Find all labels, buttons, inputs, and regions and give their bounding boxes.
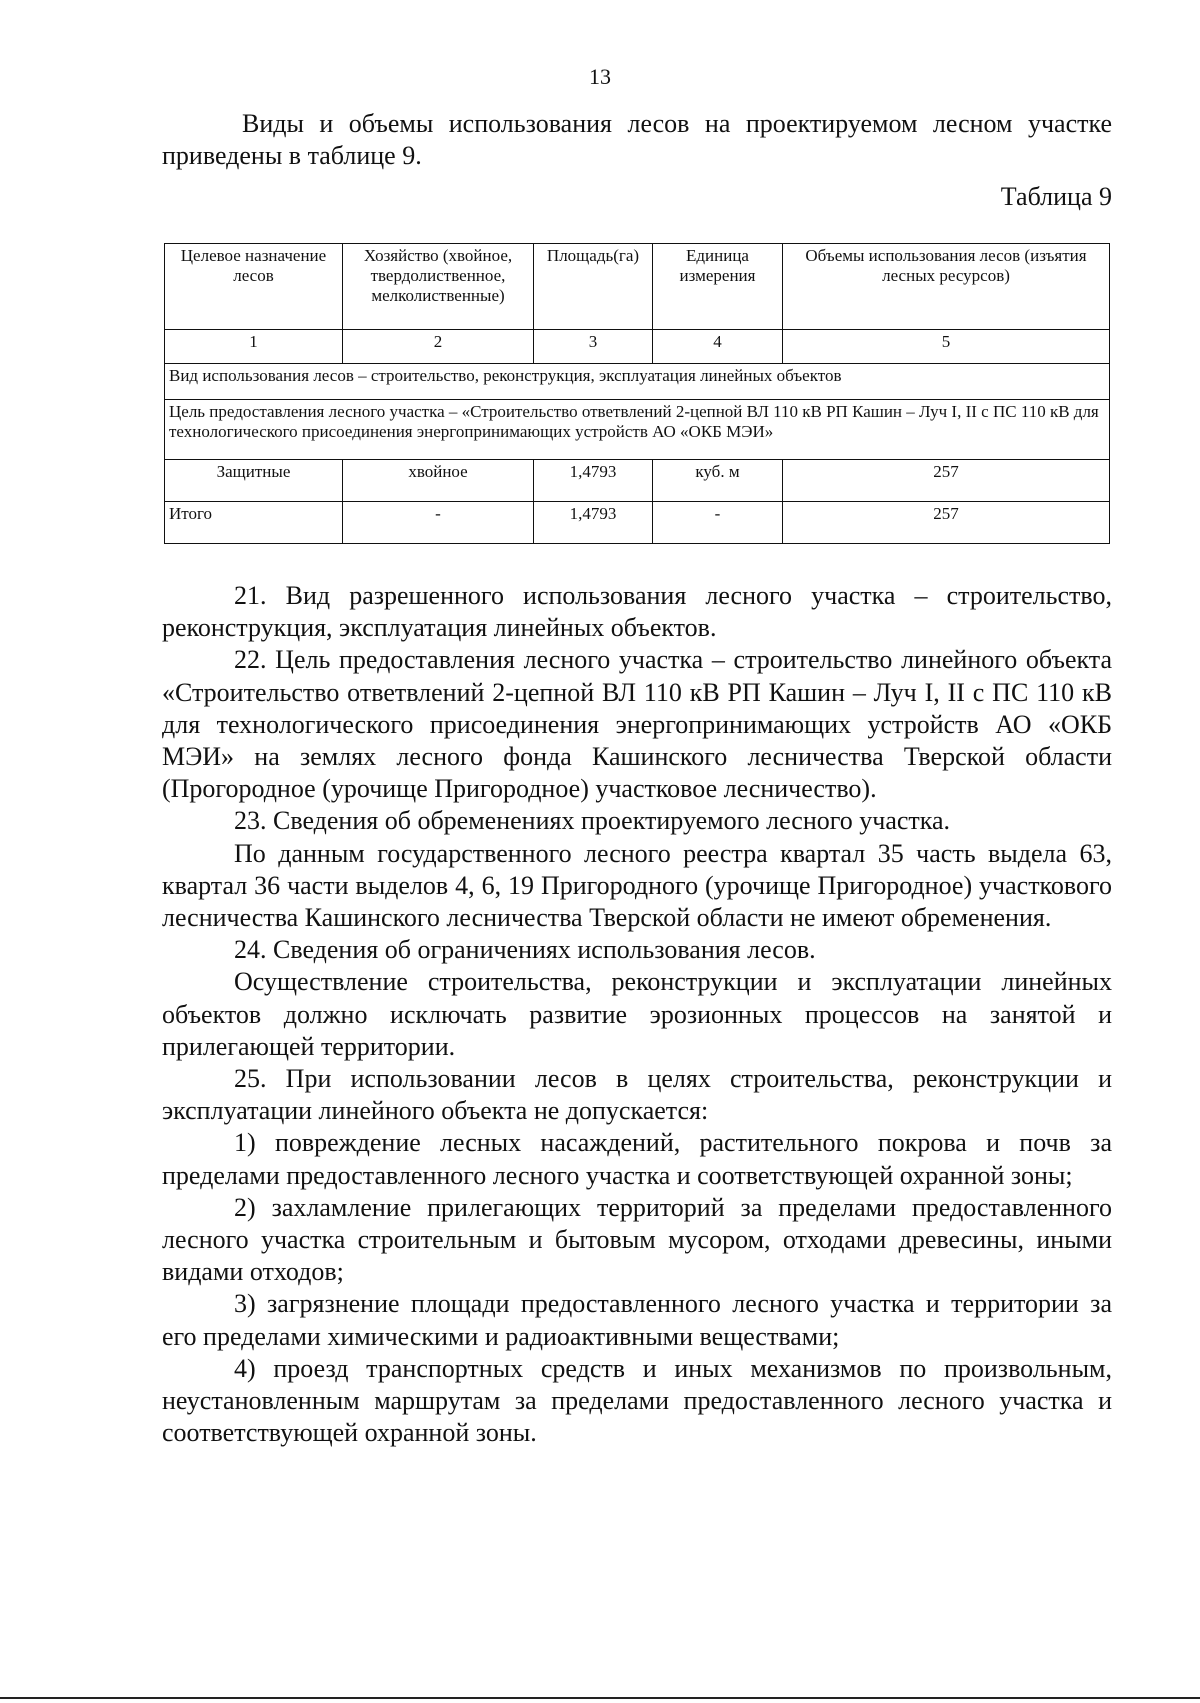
cell-area: 1,4793 xyxy=(534,502,653,544)
use-type-cell: Вид использования лесов – строительство, реконструкция, эксплуатация линейных объектов xyxy=(165,364,1110,400)
purpose-cell: Цель предоставления лесного участка – «Строительство ответвлений 2-цепной ВЛ 110 кВ РП Кашин – Луч I, II с ПС 110 кВ для технологического присоединения энергопринимающих устройств АО «ОКБ МЭИ» xyxy=(165,400,1110,460)
cell-volume: 257 xyxy=(783,502,1110,544)
col-number: 3 xyxy=(534,330,653,364)
paragraph-25: 25. При использовании лесов в целях строительства, реконструкции и эксплуатации линейного объекта не допускается: xyxy=(162,1064,1112,1126)
paragraph-23-text: По данным государственного лесного реестра квартал 35 часть выдела 63, квартал 36 части выделов 4, 6, 19 Пригородного (урочище Пригородное) участкового лесничества Кашинского лесничества Тверской области не имеют обременения. xyxy=(162,838,1112,933)
cell-purpose: Защитные xyxy=(165,460,343,502)
body-text xyxy=(162,580,1112,1449)
list-item-3: 3) загрязнение площади предоставленного лесного участка и территории за его пределами химическими и радиоактивными веществами; xyxy=(162,1289,1112,1351)
table-use-type-row xyxy=(165,364,1110,400)
cell-volume: 257 xyxy=(783,460,1110,502)
forest-use-table xyxy=(164,243,1110,544)
page-bottom-rule xyxy=(0,1697,1200,1699)
cell-unit: куб. м xyxy=(653,460,783,502)
paragraph-24-text: Осуществление строительства, реконструкции и эксплуатации линейных объектов должно исключать развитие эрозионных процессов на занятой и прилегающей территории. xyxy=(162,967,1112,1061)
cell-economy: - xyxy=(343,502,534,544)
cell-unit: - xyxy=(653,502,783,544)
cell-area: 1,4793 xyxy=(534,460,653,502)
table-number-row xyxy=(165,330,1110,364)
list-item-1: 1) повреждение лесных насаждений, растительного покрова и почв за пределами предоставленного лесного участка и соответствующей охранной зоны; xyxy=(162,1128,1112,1190)
page-number: 13 xyxy=(589,64,611,89)
col-number: 1 xyxy=(165,330,343,364)
list-item-2: 2) захламление прилегающих территорий за пределами предоставленного лесного участка строительным и бытовым мусором, отходами древесины, иными видами отходов; xyxy=(162,1192,1112,1287)
header-economy: Хозяйство (хвойное, твердолиственное, мелколиственные) xyxy=(343,244,534,330)
table-total-row xyxy=(165,502,1110,544)
header-volume: Объемы использования лесов (изъятия лесных ресурсов) xyxy=(783,244,1110,330)
col-number: 5 xyxy=(783,330,1110,364)
paragraph-23: 23. Сведения об обременениях проектируемого лесного участка. xyxy=(234,806,951,836)
paragraph-21: 21. Вид разрешенного использования лесного участка – строительство, реконструкция, эксплуатация линейных объектов. xyxy=(162,581,1112,643)
table-purpose-row xyxy=(165,400,1110,460)
col-number: 2 xyxy=(343,330,534,364)
intro-paragraph xyxy=(162,108,1112,172)
cell-total-label: Итого xyxy=(165,502,343,544)
header-area: Площадь(га) xyxy=(534,244,653,330)
table-header-row xyxy=(165,244,1110,330)
list-item-4: 4) проезд транспортных средств и иных механизмов по произвольным, неустановленным маршрутам за пределами предоставленного лесного участка и соответствующей охранной зоны. xyxy=(162,1353,1112,1448)
header-purpose: Целевое назначение лесов xyxy=(165,244,343,330)
table-row xyxy=(165,460,1110,502)
cell-economy: хвойное xyxy=(343,460,534,502)
table-caption: Таблица 9 xyxy=(1000,182,1112,211)
intro-text: Виды и объемы использования лесов на проектируемом лесном участке приведены в таблице 9. xyxy=(162,109,1112,170)
paragraph-22: 22. Цель предоставления лесного участка – строительство линейного объекта «Строительство ответвлений 2-цепной ВЛ 110 кВ РП Кашин – Луч I, II с ПС 110 кВ для технологического присоединения энергопринимающих устройств АО «ОКБ МЭИ» на землях лесного фонда Кашинского лесничества Тверской области (Прогородное (урочище Пригородное) участковое лесничество). xyxy=(162,645,1112,804)
col-number: 4 xyxy=(653,330,783,364)
header-unit: Единица измерения xyxy=(653,244,783,330)
paragraph-24: 24. Сведения об ограничениях использования лесов. xyxy=(234,935,816,965)
